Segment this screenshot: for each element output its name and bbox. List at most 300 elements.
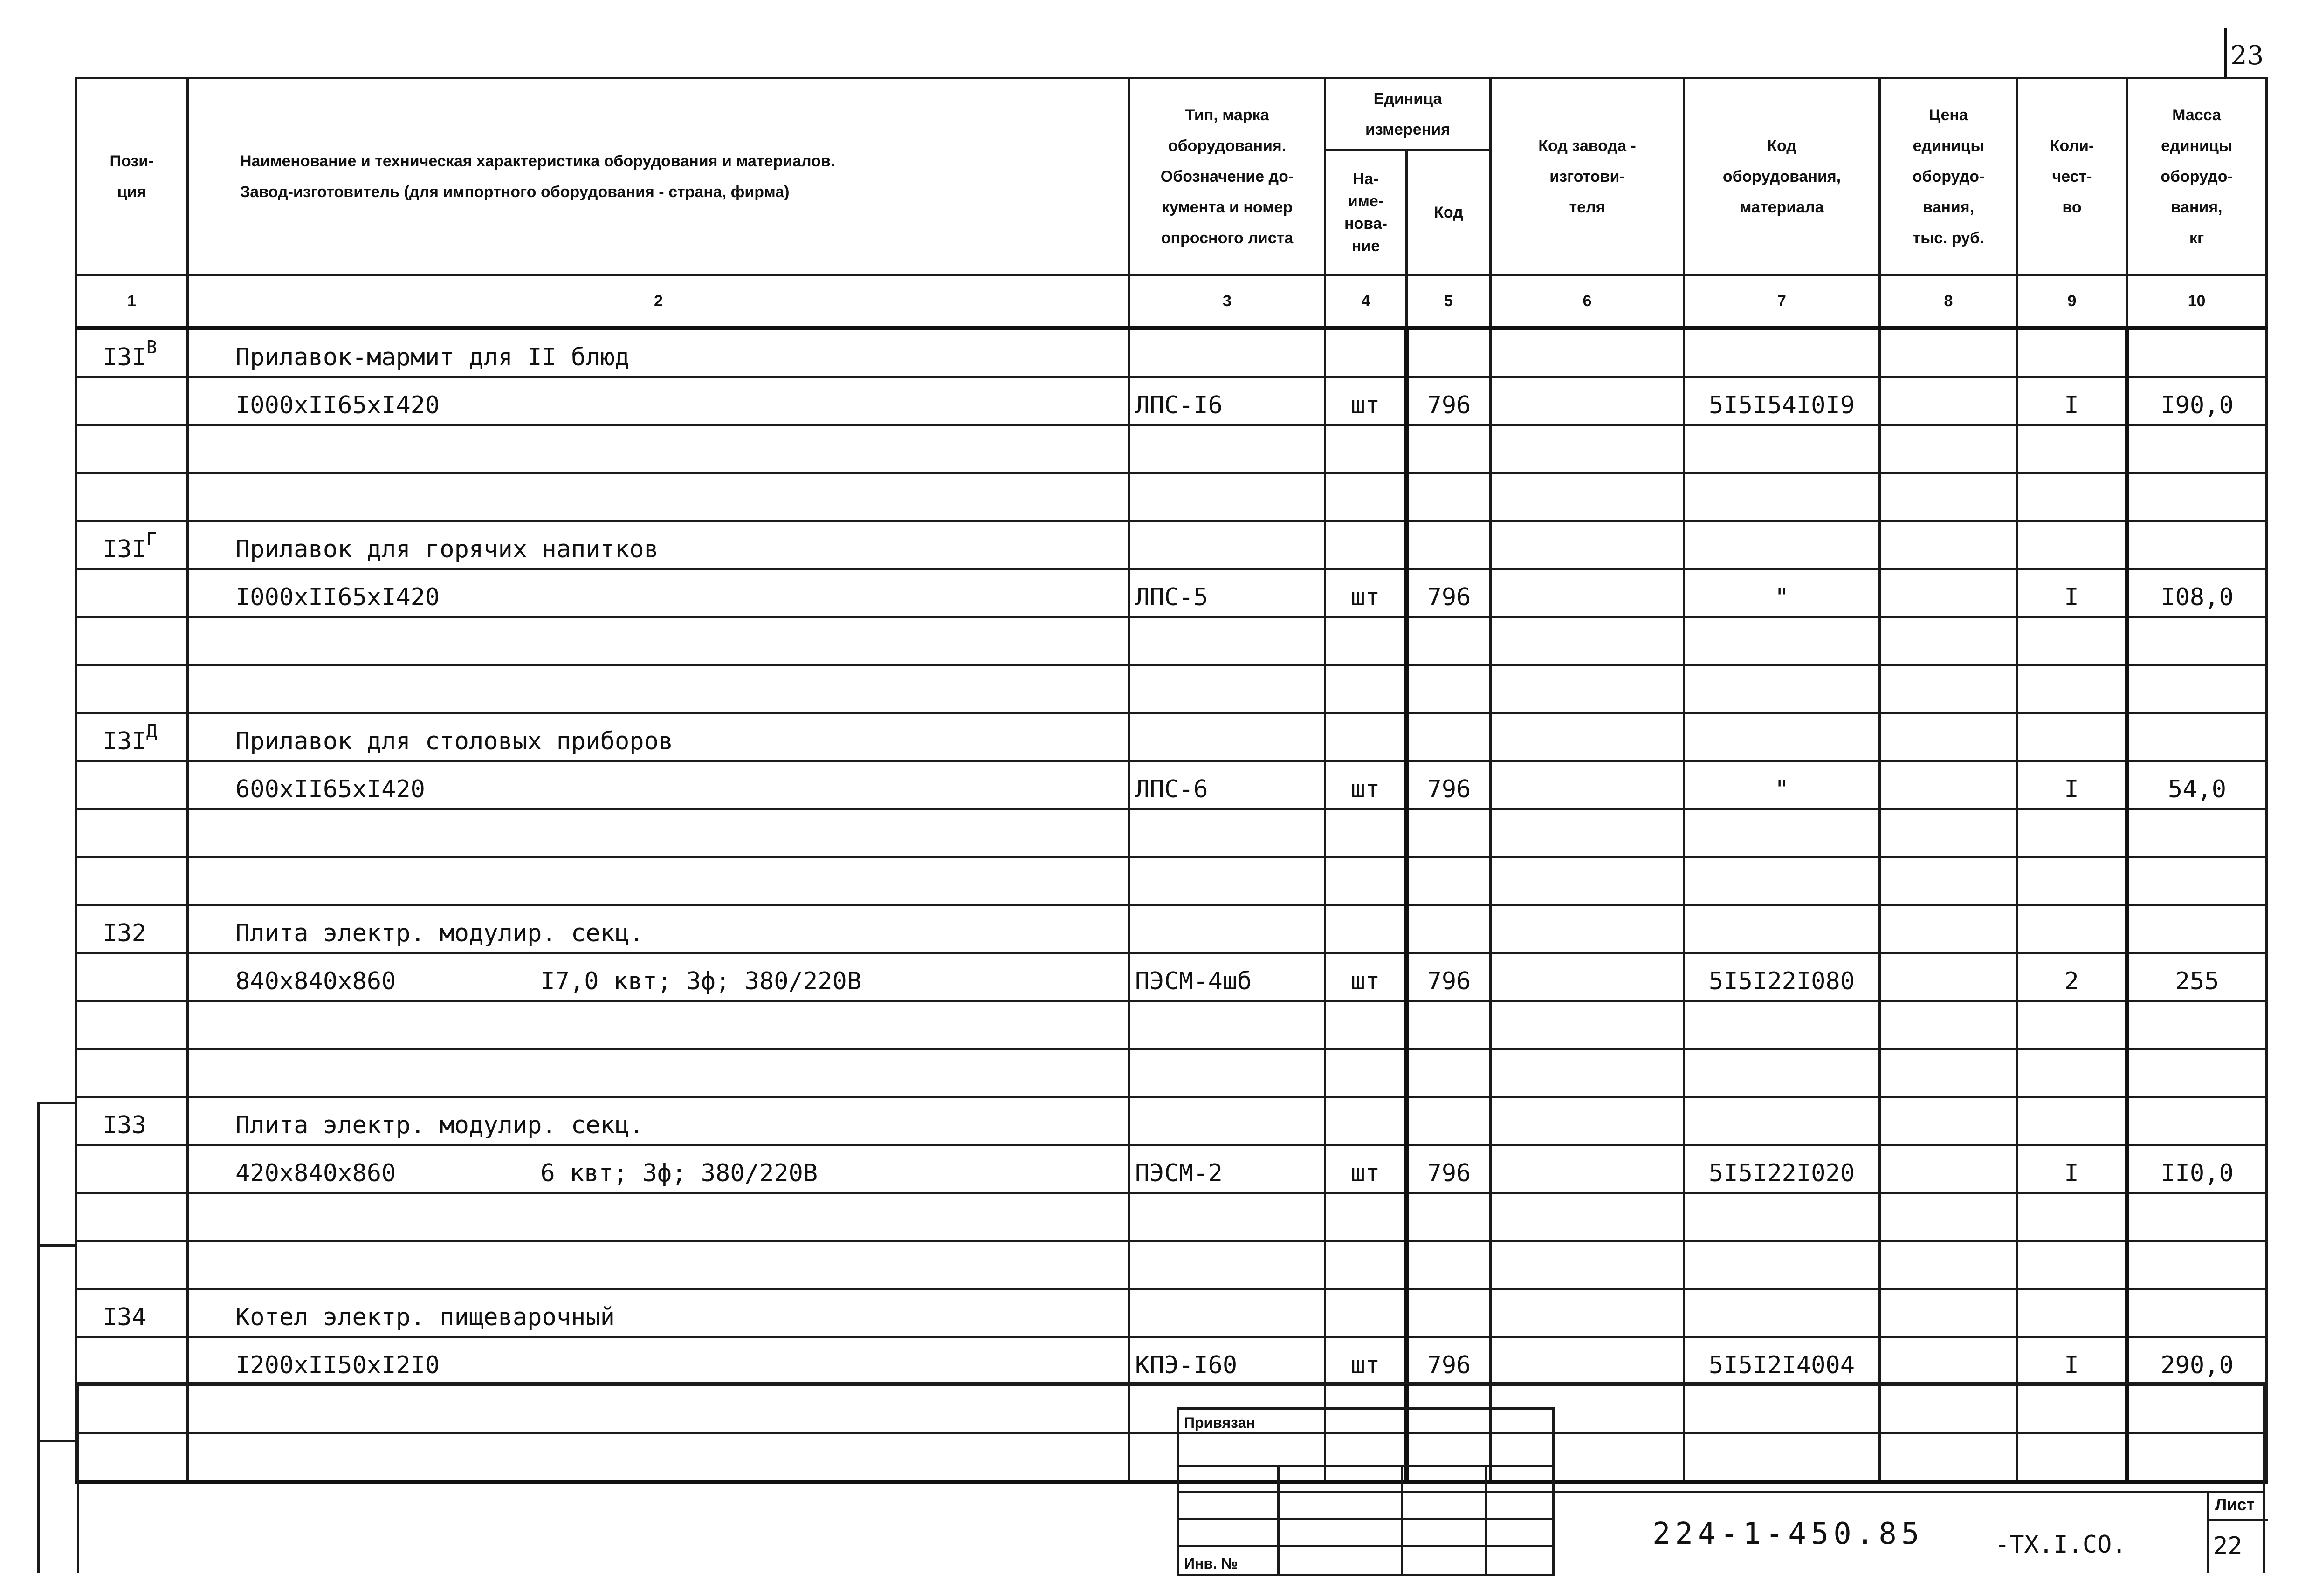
cell-price (1880, 1433, 2017, 1482)
position-number: I3I (103, 535, 146, 563)
cell-type (1129, 713, 1325, 761)
cell-equipment-code: 5I5I22I080 (1684, 953, 1880, 1001)
cell-name (188, 905, 1129, 953)
cell-mass (2127, 617, 2267, 665)
cell-mass (2127, 1097, 2267, 1145)
cell-unit-code (1407, 617, 1491, 665)
cell-name (188, 1049, 1129, 1097)
column-number: 6 (1491, 275, 1684, 329)
cell-type (1129, 665, 1325, 713)
cell-quantity: I (2017, 377, 2127, 425)
cell-unit (1325, 665, 1407, 713)
position-suffix: Д (146, 721, 157, 741)
binding-stamp (1177, 1407, 1555, 1576)
cell-position (76, 1241, 188, 1289)
cell-unit-code (1407, 521, 1491, 569)
cell-unit (1325, 473, 1407, 521)
table-row (76, 1097, 2267, 1145)
cell-mass: 54,0 (2127, 761, 2267, 809)
cell-position (76, 1289, 188, 1337)
cell-type (1129, 905, 1325, 953)
cell-position (76, 1193, 188, 1241)
table-row (76, 617, 2267, 665)
sheet-box-line (2209, 1519, 2268, 1521)
column-number: 4 (1325, 275, 1407, 329)
header-line: име- (1348, 192, 1384, 210)
table-row (76, 1385, 2267, 1433)
cell-name (188, 1193, 1129, 1241)
cell-unit: шт (1325, 761, 1407, 809)
header-line: оборудо- (1912, 167, 1985, 185)
cell-price (1880, 761, 2017, 809)
margin-tick (40, 1440, 77, 1442)
cell-equipment-code (1684, 521, 1880, 569)
cell-mass (2127, 905, 2267, 953)
cell-mass (2127, 425, 2267, 473)
cell-quantity (2017, 1049, 2127, 1097)
table-row (76, 473, 2267, 521)
col-header-unit-code (1407, 151, 1491, 275)
cell-type: ЛПС-I6 (1129, 377, 1325, 425)
cell-unit-code: 796 (1407, 569, 1491, 617)
header-line: Код (1767, 137, 1796, 155)
cell-unit-code (1407, 713, 1491, 761)
cell-type: ПЭСМ-2 (1129, 1145, 1325, 1193)
stamp-line (1277, 1465, 1280, 1574)
cell-type (1129, 425, 1325, 473)
cell-price (1880, 617, 2017, 665)
cell-unit (1325, 1289, 1407, 1337)
cell-position (76, 473, 188, 521)
col-header-price (1880, 78, 2017, 275)
cell-equipment-code (1684, 905, 1880, 953)
cell-mass (2127, 1289, 2267, 1337)
cell-quantity: I (2017, 1337, 2127, 1385)
cell-quantity (2017, 905, 2127, 953)
cell-factory-code (1491, 425, 1684, 473)
cell-name (188, 617, 1129, 665)
cell-position (76, 1049, 188, 1097)
cell-mass (2127, 1193, 2267, 1241)
cell-equipment-code (1684, 329, 1880, 377)
cell-mass (2127, 473, 2267, 521)
cell-mass (2127, 1001, 2267, 1049)
cell-equipment-code: 5I5I54I0I9 (1684, 377, 1880, 425)
cell-position (76, 857, 188, 905)
cell-type (1129, 857, 1325, 905)
cell-mass: 290,0 (2127, 1337, 2267, 1385)
cell-position (76, 617, 188, 665)
cell-type: КПЭ-I60 (1129, 1337, 1325, 1385)
table-row (76, 1289, 2267, 1337)
cell-name (188, 1241, 1129, 1289)
stamp-line (1179, 1518, 1552, 1520)
cell-mass (2127, 857, 2267, 905)
cell-price (1880, 809, 2017, 857)
cell-factory-code (1491, 665, 1684, 713)
cell-unit-code (1407, 809, 1491, 857)
header-line: Цена (1929, 106, 1968, 124)
cell-unit-code (1407, 473, 1491, 521)
cell-unit (1325, 1097, 1407, 1145)
cell-position (76, 329, 188, 377)
cell-price (1880, 377, 2017, 425)
cell-quantity (2017, 473, 2127, 521)
table-row (76, 1241, 2267, 1289)
cell-name (188, 521, 1129, 569)
col-header-factory-code (1491, 78, 1684, 275)
col-header-type (1129, 78, 1325, 275)
cell-type (1129, 1001, 1325, 1049)
column-number: 8 (1880, 275, 2017, 329)
header-line: нова- (1344, 215, 1387, 233)
cell-equipment-code: 5I5I2I4004 (1684, 1337, 1880, 1385)
cell-equipment-code (1684, 809, 1880, 857)
cell-position (76, 761, 188, 809)
cell-unit (1325, 857, 1407, 905)
cell-price (1880, 857, 2017, 905)
table-row (76, 1001, 2267, 1049)
cell-name (188, 1433, 1129, 1482)
table-row (76, 569, 2267, 617)
header-line: вания, (1922, 198, 1975, 216)
table-row (76, 761, 2267, 809)
cell-unit (1325, 1241, 1407, 1289)
stamp-line (1179, 1465, 1552, 1467)
cell-unit-code (1407, 905, 1491, 953)
table-row (76, 809, 2267, 857)
cell-position (76, 713, 188, 761)
cell-factory-code (1491, 569, 1684, 617)
stamp-line (1179, 1545, 1552, 1547)
col-header-equipment-code (1684, 78, 1880, 275)
cell-equipment-code (1684, 1001, 1880, 1049)
sheet-number: 23 (2230, 41, 2264, 71)
header-line: Коли- (2050, 137, 2094, 155)
header-line: оборудования. (1168, 137, 1287, 155)
specification-table (75, 77, 2268, 1484)
table-row (76, 1049, 2267, 1097)
header-line: оборудования, (1722, 167, 1841, 185)
header-row (76, 78, 2267, 151)
header-line: вания, (2171, 198, 2223, 216)
cell-quantity (2017, 1289, 2127, 1337)
header-line: опросного листа (1161, 229, 1294, 247)
cell-unit: шт (1325, 953, 1407, 1001)
column-number: 1 (76, 275, 188, 329)
col-header-unit-group (1325, 78, 1491, 151)
cell-equipment-code (1684, 713, 1880, 761)
cell-unit (1325, 1001, 1407, 1049)
item-spec: 6 квт; 3ф; 380/220В (540, 1159, 818, 1187)
cell-quantity (2017, 1241, 2127, 1289)
table-row (76, 329, 2267, 377)
cell-quantity: 2 (2017, 953, 2127, 1001)
cell-name (188, 953, 1129, 1001)
cell-price (1880, 953, 2017, 1001)
header-line: Наименование и техническая характеристика оборудования и материалов. (240, 152, 835, 170)
cell-mass (2127, 1241, 2267, 1289)
cell-price (1880, 1385, 2017, 1433)
cell-name (188, 1289, 1129, 1337)
item-name: 600хII65хI420 (235, 775, 425, 803)
cell-price (1880, 1241, 2017, 1289)
cell-price (1880, 521, 2017, 569)
stamp-line (1401, 1465, 1403, 1574)
header-line: Масса (2172, 106, 2221, 124)
item-name: Прилавок для столовых приборов (235, 727, 674, 755)
item-spec: I7,0 квт; 3ф; 380/220В (540, 967, 862, 995)
cell-name (188, 1145, 1129, 1193)
cell-position (76, 905, 188, 953)
cell-type (1129, 1097, 1325, 1145)
item-name: Плита электр. модулир. секц. (235, 1111, 644, 1139)
cell-price (1880, 665, 2017, 713)
cell-equipment-code (1684, 473, 1880, 521)
table-row (76, 377, 2267, 425)
cell-name (188, 1385, 1129, 1433)
cell-factory-code (1491, 761, 1684, 809)
cell-mass (2127, 665, 2267, 713)
table-body (76, 329, 2267, 1482)
cell-price (1880, 713, 2017, 761)
cell-name (188, 857, 1129, 905)
cell-unit: шт (1325, 1145, 1407, 1193)
table-row (76, 713, 2267, 761)
cell-unit-code (1407, 1193, 1491, 1241)
cell-mass (2127, 713, 2267, 761)
cell-name (188, 377, 1129, 425)
document-suffix: -ТХ.I.СО. (1995, 1531, 2126, 1559)
frame-line (77, 1382, 79, 1573)
header-line: кумента и номер (1161, 198, 1293, 216)
cell-unit-code (1407, 1001, 1491, 1049)
cell-quantity (2017, 1193, 2127, 1241)
cell-mass (2127, 1385, 2267, 1433)
cell-unit-code: 796 (1407, 377, 1491, 425)
header-line: единицы (1913, 137, 1984, 155)
table-row (76, 665, 2267, 713)
item-name: I000хII65хI420 (235, 391, 440, 419)
position-number: I33 (103, 1111, 146, 1139)
cell-name (188, 329, 1129, 377)
cell-mass (2127, 329, 2267, 377)
cell-equipment-code (1684, 1385, 1880, 1433)
header-line: На- (1353, 170, 1379, 188)
header-line: теля (1569, 198, 1605, 216)
cell-type (1129, 809, 1325, 857)
header-line: Код завода - (1538, 137, 1636, 155)
header-line: ция (117, 183, 146, 201)
cell-unit-code (1407, 1049, 1491, 1097)
cell-price (1880, 569, 2017, 617)
cell-unit-code: 796 (1407, 761, 1491, 809)
position-number: I34 (103, 1303, 146, 1331)
col-header-unit-name (1325, 151, 1407, 275)
table-row (76, 521, 2267, 569)
item-name: Плита электр. модулир. секц. (235, 919, 644, 947)
cell-position (76, 1433, 188, 1482)
cell-equipment-code: 5I5I22I020 (1684, 1145, 1880, 1193)
cell-price (1880, 905, 2017, 953)
header-line: Тип, марка (1185, 106, 1269, 124)
cell-type (1129, 1289, 1325, 1337)
header-line: измерения (1365, 121, 1450, 138)
header-line: материала (1740, 198, 1824, 216)
col-header-mass (2127, 78, 2267, 275)
header-line: изготови- (1549, 167, 1625, 185)
cell-equipment-code (1684, 1097, 1880, 1145)
cell-equipment-code (1684, 1241, 1880, 1289)
cell-quantity (2017, 1385, 2127, 1433)
item-name: I200хII50хI2I0 (235, 1351, 440, 1379)
cell-mass (2127, 1049, 2267, 1097)
cell-equipment-code (1684, 1433, 1880, 1482)
cell-unit-code (1407, 665, 1491, 713)
cell-unit (1325, 905, 1407, 953)
cell-mass: 255 (2127, 953, 2267, 1001)
cell-position (76, 809, 188, 857)
sheet-number-tick (2224, 28, 2227, 78)
cell-mass (2127, 809, 2267, 857)
frame-line (77, 1382, 2265, 1384)
table-row (76, 425, 2267, 473)
document-code: 224-1-450.85 (1652, 1517, 1924, 1551)
cell-equipment-code (1684, 1049, 1880, 1097)
cell-price (1880, 329, 2017, 377)
cell-factory-code (1491, 905, 1684, 953)
cell-unit (1325, 1049, 1407, 1097)
cell-price (1880, 1049, 2017, 1097)
cell-equipment-code (1684, 857, 1880, 905)
cell-factory-code (1491, 1097, 1684, 1145)
column-number: 2 (188, 275, 1129, 329)
col-header-quantity (2017, 78, 2127, 275)
stamp-line (1179, 1491, 1552, 1493)
table-row (76, 905, 2267, 953)
cell-quantity (2017, 1097, 2127, 1145)
cell-position (76, 1385, 188, 1433)
cell-price (1880, 473, 2017, 521)
cell-unit (1325, 425, 1407, 473)
cell-price (1880, 1337, 2017, 1385)
header-line: чест- (2052, 167, 2092, 185)
cell-unit-code (1407, 1241, 1491, 1289)
cell-type: ПЭСМ-4шб (1129, 953, 1325, 1001)
cell-unit (1325, 713, 1407, 761)
cell-factory-code (1491, 329, 1684, 377)
margin-tick (40, 1102, 77, 1104)
cell-unit (1325, 809, 1407, 857)
cell-price (1880, 1097, 2017, 1145)
cell-mass: I90,0 (2127, 377, 2267, 425)
header-line: Код (1434, 204, 1463, 221)
cell-factory-code (1491, 713, 1684, 761)
cell-unit-code: 796 (1407, 1145, 1491, 1193)
cell-quantity (2017, 1001, 2127, 1049)
title-block-line (1550, 1491, 2263, 1493)
column-numbers-row (76, 275, 2267, 329)
margin-tick (40, 1244, 77, 1247)
cell-mass: I08,0 (2127, 569, 2267, 617)
cell-position (76, 521, 188, 569)
cell-unit: шт (1325, 377, 1407, 425)
col-header-position (76, 78, 188, 275)
cell-name (188, 1337, 1129, 1385)
header-line: во (2062, 198, 2082, 216)
column-number: 5 (1407, 275, 1491, 329)
table-row (76, 1193, 2267, 1241)
table-row (76, 857, 2267, 905)
cell-equipment-code (1684, 1289, 1880, 1337)
cell-price (1880, 1289, 2017, 1337)
sheet-label: Лист (2215, 1495, 2255, 1514)
cell-unit-code (1407, 1097, 1491, 1145)
cell-unit-code: 796 (1407, 953, 1491, 1001)
item-name: 840х840х860 (235, 967, 396, 995)
cell-position (76, 377, 188, 425)
item-name: Прилавок для горячих напитков (235, 535, 659, 563)
cell-name (188, 1001, 1129, 1049)
column-number: 3 (1129, 275, 1325, 329)
cell-quantity (2017, 425, 2127, 473)
cell-equipment-code (1684, 1193, 1880, 1241)
header-line: Пози- (110, 152, 154, 170)
cell-type: ЛПС-6 (1129, 761, 1325, 809)
cell-position (76, 1337, 188, 1385)
cell-equipment-code (1684, 425, 1880, 473)
cell-price (1880, 425, 2017, 473)
cell-name (188, 761, 1129, 809)
cell-mass (2127, 1433, 2267, 1482)
cell-unit (1325, 617, 1407, 665)
cell-quantity (2017, 713, 2127, 761)
cell-unit-code: 796 (1407, 1337, 1491, 1385)
cell-position (76, 1145, 188, 1193)
margin-line (37, 1102, 40, 1573)
col-header-name (188, 78, 1129, 275)
cell-name (188, 665, 1129, 713)
cell-unit (1325, 1193, 1407, 1241)
cell-type (1129, 1241, 1325, 1289)
cell-factory-code (1491, 1289, 1684, 1337)
stamp-line (1485, 1465, 1487, 1574)
cell-mass: II0,0 (2127, 1145, 2267, 1193)
cell-factory-code (1491, 1241, 1684, 1289)
table-row (76, 1337, 2267, 1385)
cell-factory-code (1491, 377, 1684, 425)
cell-name (188, 473, 1129, 521)
cell-mass (2127, 521, 2267, 569)
cell-factory-code (1491, 617, 1684, 665)
cell-equipment-code: " (1684, 761, 1880, 809)
header-line: кг (2189, 229, 2204, 247)
cell-position (76, 1001, 188, 1049)
cell-position (76, 569, 188, 617)
sheet-box (2207, 1491, 2268, 1573)
position-number: I32 (103, 919, 146, 947)
cell-quantity (2017, 617, 2127, 665)
cell-quantity (2017, 665, 2127, 713)
cell-unit: шт (1325, 569, 1407, 617)
cell-type (1129, 473, 1325, 521)
cell-quantity (2017, 857, 2127, 905)
cell-factory-code (1491, 1001, 1684, 1049)
cell-unit-code (1407, 857, 1491, 905)
cell-position (76, 953, 188, 1001)
cell-factory-code (1491, 953, 1684, 1001)
cell-name (188, 809, 1129, 857)
